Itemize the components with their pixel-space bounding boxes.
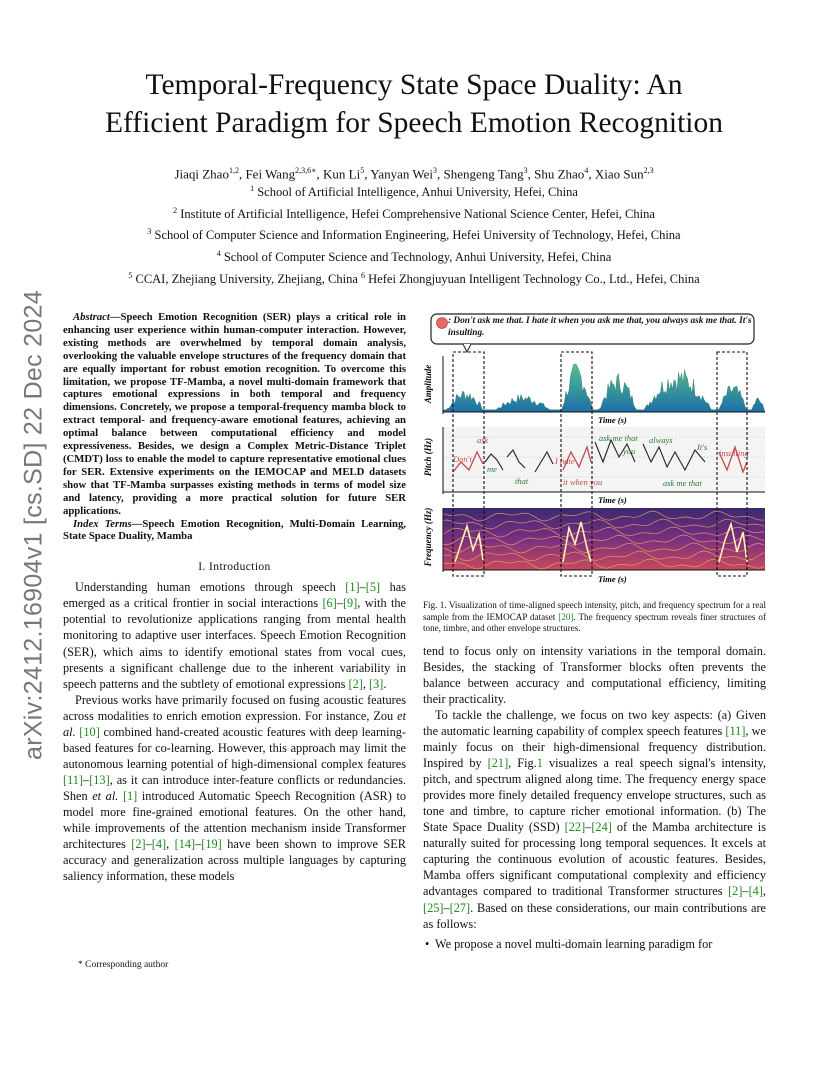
footnote: * Corresponding author <box>78 960 169 970</box>
index-terms: Index Terms—Speech Emotion Recognition, Multi-Domain Learning, State Space Duality, Mamba <box>63 517 406 543</box>
citation-link[interactable]: [21] <box>487 756 509 771</box>
right-paragraph-1: tend to focus only on intensity variations in the temporal domain. Besides, the stacking of Transformer blocks often prevents the balance between accuracy and computational efficiency, limiting their practicality. <box>423 643 766 706</box>
citation-link[interactable]: [3] <box>369 676 384 691</box>
pitch-word-label: me <box>487 464 497 474</box>
citation-link[interactable]: [2] <box>131 837 146 852</box>
author-list: Jiaqi Zhao$^{1,2}$, Fei Wang$^{2,3,6∗}$, Kun Li$^5$, Yanyan Wei$^3$, Shengeng Tang$^3$, Shu Zhao$^4$, Xiao Sun$^{2,3}$ <box>174 166 654 182</box>
citation-link[interactable]: [10] <box>79 724 100 739</box>
citation-link[interactable]: [4] <box>151 837 167 852</box>
affiliations: $^1$ School of Artificial Intelligence, Anhui University, Hefei, China $^2$ Institute of Artificial Intelligence, Hefei Comprehensive National Science Center, Hefei, China $^3$ School of Computer Science and Information Engineering, Hefei University of Technology, Hefei, China $^4$ School of Computer Science and Technology, Anhui University, Hefei, China $^5$ CCAI, Zhejiang University, Zhejiang, China $^6$ Hefei Zhongjuyuan Intelligent Technology Co., Ltd., Hefei, China <box>128 184 700 286</box>
citation-link[interactable]: [20] <box>558 611 574 622</box>
pitch-word-label: insulting <box>719 448 749 458</box>
paper-title: Temporal-Frequency State Space Duality: An Efficient Paradigm for Speech Emotion Recognition <box>105 69 723 139</box>
time-axis-label: Time (s) <box>598 574 627 584</box>
citation-link[interactable]: [1] <box>122 788 138 803</box>
pitch-word-label: ask me that <box>663 478 702 488</box>
pitch-word-label: Don't <box>453 454 472 464</box>
pitch-word-label: It's <box>697 442 708 452</box>
abstract: Abstract—Speech Emotion Recognition (SER) plays a critical role in enhancing user experience within human-computer interaction. However, existing methods are overwhelmed by temporal domain analysis, overlooking the valuable envelope structures of the frequency domain that are equally important for robust emotion recognition. To overcome this limitation, we propose TF-Mamba, a novel multi-domain framework that captures emotional expressions in both temporal and frequency dimensions. Concretely, we propose a temporal-frequency mamba block to extract temporal- and frequency-aware emotional features, achieving an optimal balance between computational efficiency and model expressiveness. Besides, we design a Complex Metric-Distance Triplet (CMDT) loss to enable the model to capture representative emotional clues for SER. Extensive experiments on the IEMOCAP and MELD datasets show that TF-Mamba surpasses existing methods in terms of model size and latency, providing a more practical solution for future SER applications. <box>63 311 406 517</box>
citation-link[interactable]: [5] <box>365 580 381 595</box>
speech-text: : Don't ask me that. I hate it when you ask me that, you always ask me that. It's insulting. <box>448 316 752 338</box>
contribution-bullet: • We propose a novel multi-domain learning paradigm for <box>423 936 766 952</box>
citation-link[interactable]: [22] <box>564 820 586 835</box>
citation-link[interactable]: [1] <box>345 580 360 595</box>
citation-link[interactable]: [19] <box>201 837 222 852</box>
pitch-axis-label: Pitch (Hz) <box>423 437 433 477</box>
citation-link[interactable]: [2] <box>348 676 363 691</box>
citation-link[interactable]: [2] <box>728 884 743 899</box>
citation-link[interactable]: [4] <box>748 884 763 899</box>
pitch-word-label: ask me that <box>599 433 638 443</box>
time-axis-label: Time (s) <box>598 415 627 425</box>
citation-link[interactable]: [24] <box>591 820 612 835</box>
citation-link[interactable]: [11] <box>63 772 84 787</box>
right-paragraph-2: To tackle the challenge, we focus on two key aspects: (a) Given the automatic learning capability of complex speech features [11], we mainly focus on their high-dimensional frequency distribution. Inspired by [21], Fig.1 visualizes a real speech signal's intensity, pitch, and spectrum aligned along time. The frequency energy space provides more finely detailed frequency envelope structures, such as tone and timbre, to capture richer emotional information. (b) The State Space Duality (SSD) [22]–[24] of the Mamba architecture is naturally suited for processing long temporal sequences. It excels at capturing the continuous evolution of acoustic features. Besides, Mamba offers significant computational complexity and efficiency advantages compared to traditional Transformer structures [2]–[4], [25]–[27]. Based on these considerations, our main contributions are as follows: <box>423 707 766 931</box>
left-column <box>63 311 406 884</box>
section-heading: I. Introduction <box>198 561 271 574</box>
pitch-word-label: you <box>623 446 636 456</box>
right-column <box>423 312 766 952</box>
pitch-word-label: always <box>649 435 673 445</box>
citation-link[interactable]: [6] <box>322 596 337 611</box>
figure-1 <box>423 312 766 592</box>
citation-link[interactable]: [9] <box>342 596 358 611</box>
amplitude-axis-label: Amplitude <box>423 364 433 404</box>
angry-face-icon <box>437 318 448 329</box>
pitch-word-label: that <box>515 476 529 486</box>
pitch-word-label: ask <box>477 435 489 445</box>
arxiv-stamp: arXiv:2412.16904v1 [cs.SD] 22 Dec 2024 <box>19 289 48 761</box>
figure-graphic <box>423 312 766 592</box>
pitch-word-label: it when you <box>563 477 603 487</box>
frequency-axis-label: Frequency (Hz) <box>423 507 433 567</box>
pitch-word-label: I hate <box>555 456 575 466</box>
citation-link[interactable]: [13] <box>89 772 110 787</box>
citation-link[interactable]: [14] <box>174 837 196 852</box>
figure-caption: Fig. 1. Visualization of time-aligned speech intensity, pitch, and frequency spectrum for a real sample from the IEMOCAP dataset [20]. The frequency spectrum reveals finer structures of tone, timbre, and other envelope structures. <box>423 600 766 634</box>
time-axis-label: Time (s) <box>598 495 627 505</box>
intro-paragraph-1: Understanding human emotions through speech [1]–[5] has emerged as a critical frontier in social interactions [6]–[9], with the potential to revolutionize applications ranging from mental health monitoring to adaptive user interfaces. Speech Emotion Recognition (SER), which aims to identify emotional states from vocal cues, presents a significant challenge due to the inherent variability in speech patterns and the subtlety of emotional expressions [2], [3]. <box>63 580 406 691</box>
figure-link[interactable]: 1 <box>536 756 543 771</box>
citation-link[interactable]: [25] <box>423 900 444 915</box>
citation-link[interactable]: [27] <box>449 900 471 915</box>
intro-paragraph-2: Previous works have primarily focused on fusing acoustic features across modalities to enrich emotion expression. For instance, Zou et al. [10] combined hand-created acoustic features with deep learning-based features for co-learning. However, this approach may limit the autonomous learning potential of high-dimensional complex features [11]–[13], as it can introduce inter-feature conflicts or redundancies. Shen et al. [1] introduced Automatic Speech Recognition (ASR) to model more fine-grained emotional features. On the other hand, while improvements of the attention mechanism inside Transformer architectures [2]–[4], [14]–[19] have been shown to improve SER accuracy and generalization across multiple languages by capturing saliency information, these models <box>63 692 407 884</box>
citation-link[interactable]: [11] <box>725 724 746 739</box>
